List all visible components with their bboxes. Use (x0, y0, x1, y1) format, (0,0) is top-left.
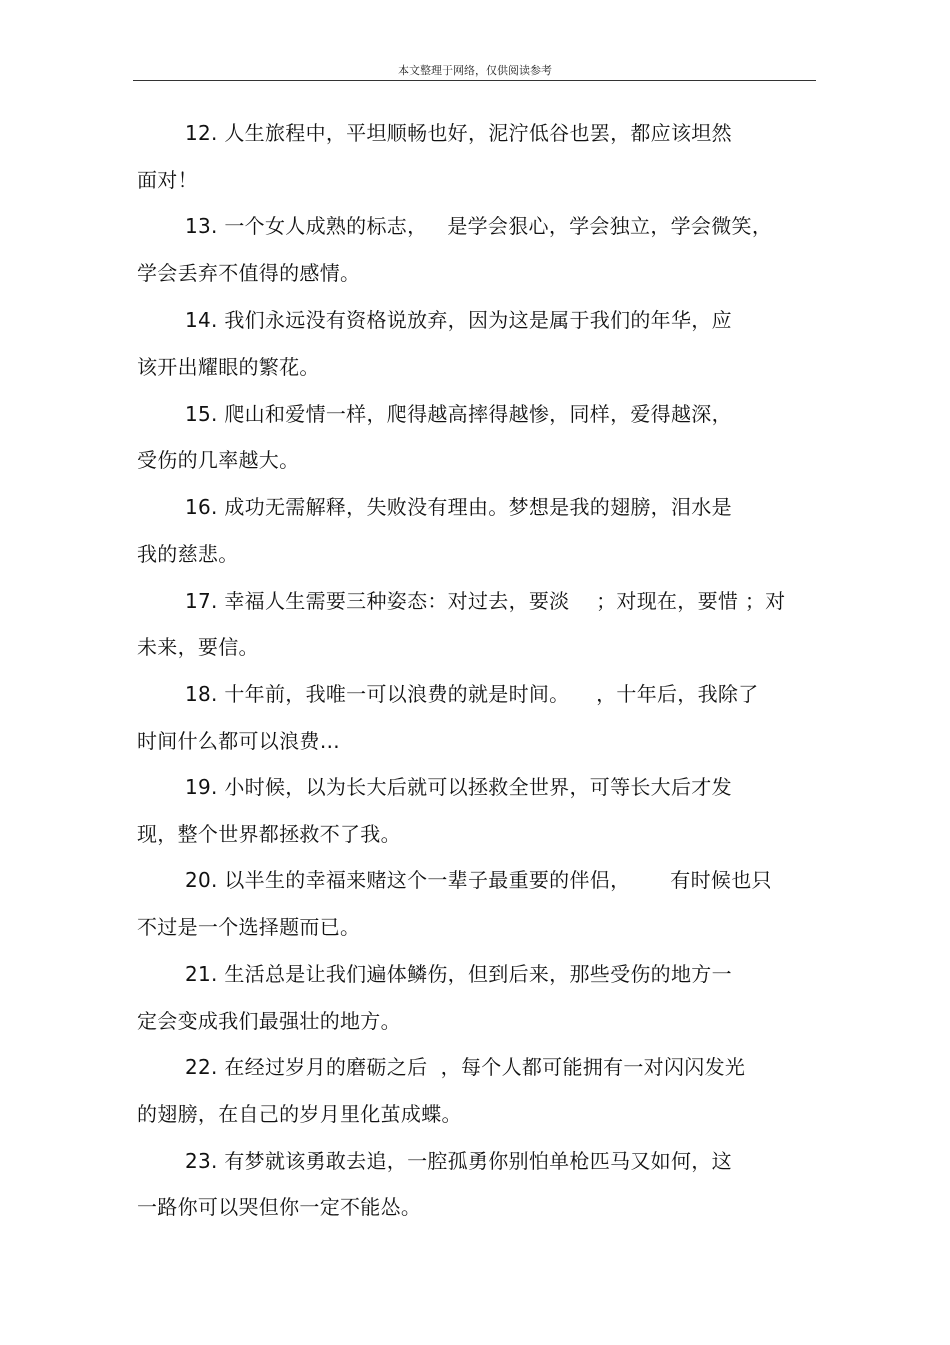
quote-line-1: 16. 成功无需解释，失败没有理由。梦想是我的翅膀，泪水是 (185, 495, 732, 519)
quote-line-2: 该开出耀眼的繁花。 (137, 355, 320, 379)
quote-line-2: 时间什么都可以浪费… (137, 729, 340, 753)
quote-line-2: 受伤的几率越大。 (137, 448, 300, 472)
page-header: 本文整理于网络，仅供阅读参考 (398, 64, 552, 77)
quote-line-2: 现，整个世界都拯救不了我。 (137, 822, 401, 846)
quote-line-1: 15. 爬山和爱情一样，爬得越高摔得越惨，同样，爱得越深， (185, 402, 732, 426)
quote-line-1: 19. 小时候，以为长大后就可以拯救全世界，可等长大后才发 (185, 775, 732, 799)
quote-line-1: 20. 以半生的幸福来赌这个一辈子最重要的伴侣， 有时候也只 (185, 868, 772, 892)
header-divider (133, 80, 816, 81)
quote-line-2: 未来，要信。 (137, 635, 259, 659)
quote-line-2: 不过是一个选择题而已。 (137, 915, 361, 939)
quote-line-1: 21. 生活总是让我们遍体鳞伤，但到后来，那些受伤的地方一 (185, 962, 732, 986)
quote-line-1: 18. 十年前，我唯一可以浪费的就是时间。 ，十年后，我除了 (185, 682, 759, 706)
quote-line-2: 定会变成我们最强壮的地方。 (137, 1009, 401, 1033)
quote-line-2: 一路你可以哭但你一定不能怂。 (137, 1195, 422, 1219)
quote-line-1: 22. 在经过岁月的磨砺之后 ，每个人都可能拥有一对闪闪发光 (185, 1055, 746, 1079)
quote-line-1: 17. 幸福人生需要三种姿态：对过去，要淡 ；对现在，要惜 ；对 (185, 589, 786, 613)
quote-line-1: 14. 我们永远没有资格说放弃，因为这是属于我们的年华，应 (185, 308, 732, 332)
quote-line-1: 12. 人生旅程中，平坦顺畅也好，泥泞低谷也罢，都应该坦然 (185, 121, 732, 145)
quote-line-2: 学会丢弃不值得的感情。 (137, 261, 361, 285)
quote-line-1: 23. 有梦就该勇敢去追，一腔孤勇你别怕单枪匹马又如何，这 (185, 1149, 732, 1173)
quote-line-2: 的翅膀，在自己的岁月里化茧成蝶。 (137, 1102, 462, 1126)
quote-line-1: 13. 一个女人成熟的标志， 是学会狠心，学会独立，学会微笑， (185, 214, 773, 238)
quote-line-2: 我的慈悲。 (137, 542, 239, 566)
quote-line-2: 面对！ (137, 168, 198, 192)
